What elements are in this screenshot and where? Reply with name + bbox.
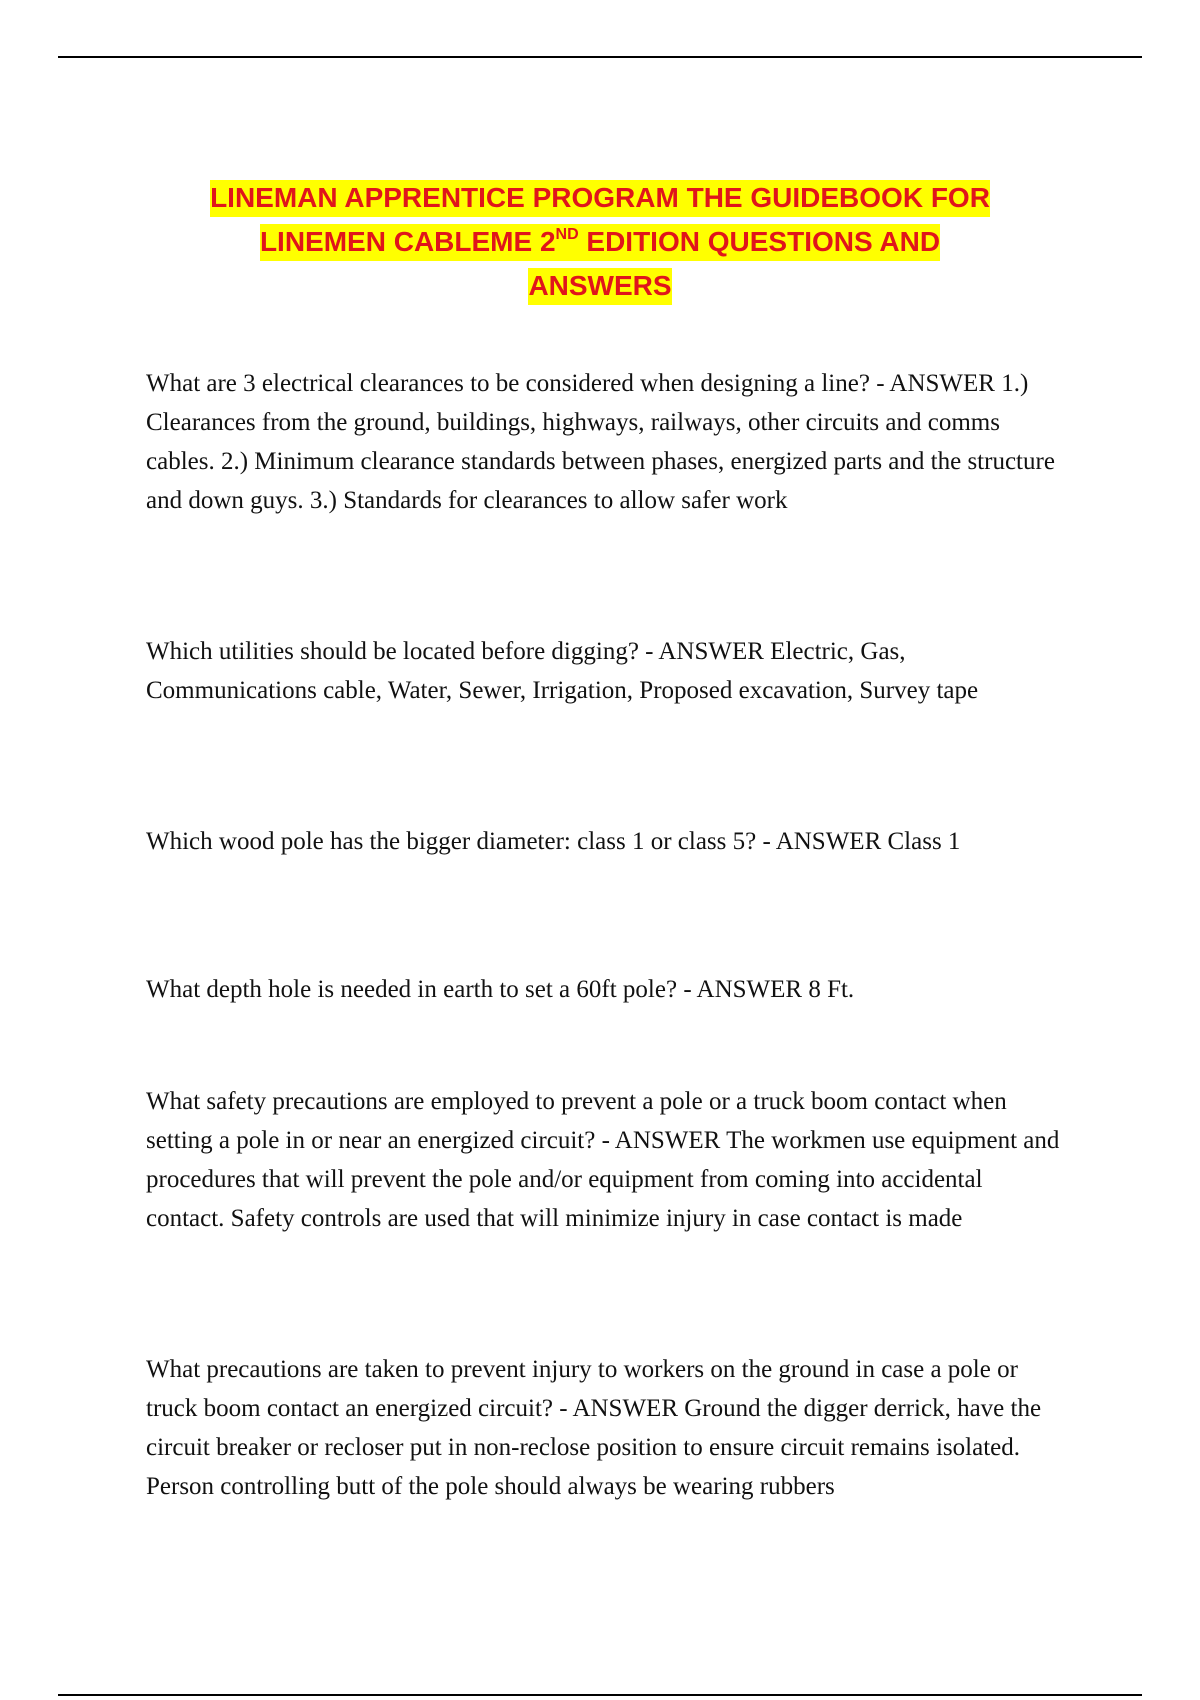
top-rule: [58, 56, 1142, 58]
question-6: What precautions are taken to prevent injury to workers on the ground in case a pole or truck boom contact an energized circuit? -: [146, 1356, 1018, 1422]
qa-item-1: [146, 364, 1066, 520]
question-3: Which wood pole has the bigger diameter: class 1 or class 5? -: [146, 828, 771, 855]
qa-item-5: [146, 1082, 1066, 1238]
answer-4: ANSWER 8 Ft.: [696, 976, 855, 1003]
document-title: [130, 176, 1070, 308]
answer-6: ANSWER Ground the digger derrick, have the circuit breaker or recloser put in non-reclose position to ensure circuit remains isolated. Person controlling butt of the pole should always be wearing rubbers: [146, 1395, 1042, 1500]
title-line-2-prefix: LINEMEN CABLEME 2: [259, 226, 556, 257]
qa-item-3: [146, 822, 1066, 861]
answer-1: ANSWER 1.) Clearances from the ground, buildings, highways, railways, other circuits and comms cables. 2.) Minimum clearance standards between phases, energized parts and the structure and down guys. 3.) Standards for clearances to allow safer work: [146, 370, 1055, 514]
title-line-2: [260, 224, 940, 261]
title-line-1: LINEMAN APPRENTICE PROGRAM THE GUIDEBOOK FOR: [210, 180, 990, 217]
answer-3: ANSWER Class 1: [775, 828, 961, 855]
title-line-3: ANSWERS: [528, 268, 671, 305]
question-4: What depth hole is needed in earth to set a 60ft pole? -: [146, 976, 692, 1003]
qa-item-2: [146, 632, 1066, 710]
qa-item-4: [146, 970, 1066, 1009]
title-superscript: ND: [555, 226, 579, 243]
title-line-2-suffix: EDITION QUESTIONS AND: [578, 226, 941, 257]
answer-2: ANSWER Electric, Gas, Communications cable, Water, Sewer, Irrigation, Proposed excavation, Survey tape: [146, 638, 979, 704]
question-2: Which utilities should be located before digging? -: [146, 638, 654, 665]
bottom-rule: [58, 1694, 1142, 1696]
question-1: What are 3 electrical clearances to be considered when designing a line? -: [146, 370, 885, 397]
question-5: What safety precautions are employed to prevent a pole or a truck boom contact when setting a pole in or near an energized circuit? -: [146, 1088, 1007, 1154]
answer-5: ANSWER The workmen use equipment and procedures that will prevent the pole and/or equipment from coming into accidental contact. Safety controls are used that will minimize injury in case contact is made: [146, 1127, 1060, 1232]
qa-item-6: [146, 1350, 1066, 1506]
